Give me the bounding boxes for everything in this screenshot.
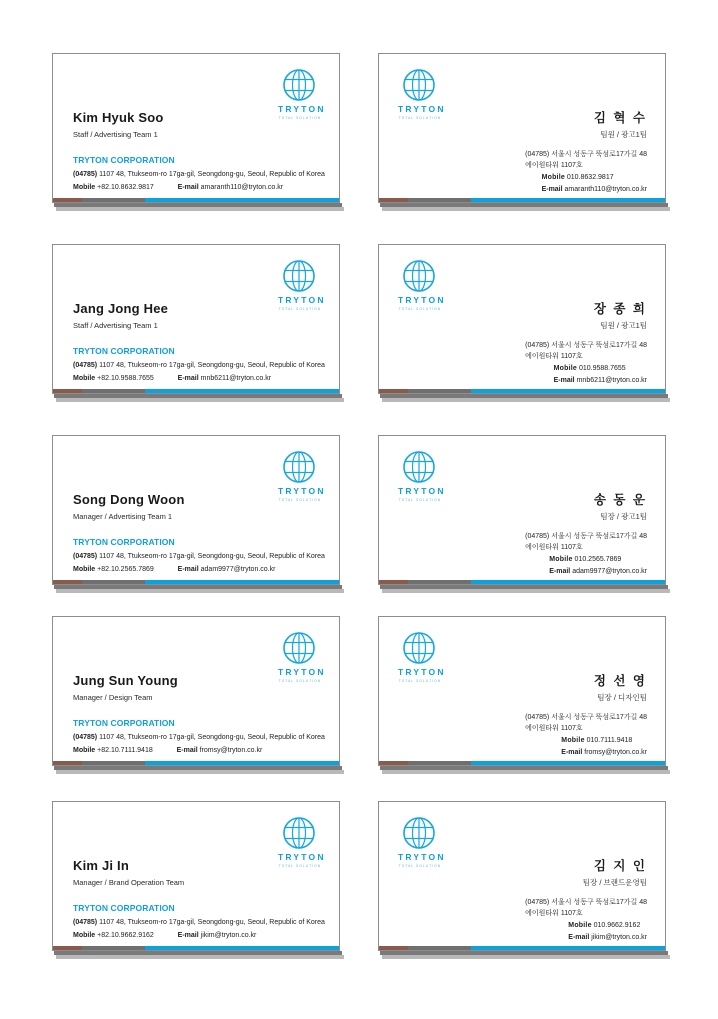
tryton-globe-icon [402, 450, 436, 484]
mobile-label: Mobile [541, 174, 565, 181]
card-name: Kim Hyuk Soo [73, 110, 164, 125]
card-company: TRYTON CORPORATION [73, 903, 175, 913]
email-label: E-mail [177, 184, 199, 191]
tryton-wordmark: TRYTON [398, 852, 446, 862]
card-address-line1: (04785) 서울시 성동구 뚝섬로17가길 48 [525, 899, 647, 906]
business-card-korean [378, 435, 666, 585]
tryton-logo [396, 631, 446, 683]
email-label: E-mail [177, 375, 199, 382]
card-address [525, 340, 647, 362]
email-row [549, 566, 647, 578]
card-shadow-secondary [382, 955, 670, 959]
card-contact [561, 735, 647, 758]
tryton-tagline: TOTAL SOLUTION [398, 115, 442, 120]
card-accent-bar [53, 761, 339, 765]
email-row [542, 184, 647, 196]
email-label: E-mail [177, 932, 199, 939]
business-card-english [52, 435, 340, 585]
email-value: fromsy@tryton.co.kr [584, 748, 647, 756]
card-shadow-secondary [56, 770, 344, 774]
card-address-line1: (04785) 서울시 성동구 뚝섬로17가길 48 [525, 342, 647, 349]
mobile-value: +82.10.9662.9162 [97, 932, 154, 939]
mobile-value: 010.9662.9162 [593, 922, 641, 929]
tryton-globe-icon [402, 68, 436, 102]
mobile-row [568, 920, 647, 932]
card-name: 장 종 희 [593, 302, 647, 316]
card-address-line1: (04785) 서울시 성동구 뚝섬로17가길 48 [525, 714, 647, 721]
tryton-tagline: TOTAL SOLUTION [278, 863, 322, 868]
card-address-line2: 에이원타워 1107호 [525, 725, 583, 732]
card-shadow-secondary [382, 589, 670, 593]
card-contact [568, 920, 647, 943]
tryton-tagline: TOTAL SOLUTION [398, 863, 442, 868]
card-role: Manager / Advertising Team 1 [73, 512, 173, 521]
tryton-wordmark: TRYTON [278, 486, 326, 496]
tryton-globe-icon [282, 816, 316, 850]
tryton-globe-icon [402, 816, 436, 850]
mobile-row [561, 735, 647, 747]
card-role: 팀장 / 디자인팀 [597, 693, 647, 702]
mobile-label: Mobile [73, 375, 96, 382]
card-company: TRYTON CORPORATION [73, 537, 175, 547]
email-label: E-mail [541, 185, 563, 193]
email-label: E-mail [176, 747, 198, 754]
tryton-globe-icon [282, 450, 316, 484]
card-row [52, 53, 666, 205]
tryton-globe-icon [282, 68, 316, 102]
card-address: (04785) 1107 48, Ttukseom-ro 17ga-gil, Seongdong-gu, Seoul, Republic of Korea [73, 919, 325, 926]
card-role: Manager / Brand Operation Team [73, 878, 185, 887]
card-shadow-secondary [382, 770, 670, 774]
card-company: TRYTON CORPORATION [73, 718, 175, 728]
mobile-label: Mobile [568, 922, 592, 929]
tryton-globe-icon [282, 631, 316, 665]
card-contact [73, 932, 256, 939]
card-address [525, 531, 647, 553]
card-contact [542, 172, 647, 195]
tryton-logo [276, 816, 326, 868]
card-shadow-secondary [56, 955, 344, 959]
email-row [561, 747, 647, 759]
card-address-line2: 에이원타워 1107호 [525, 544, 583, 551]
card-shadow-secondary [56, 398, 344, 402]
mobile-value: +82.10.7111.9418 [97, 747, 153, 754]
card-address-line1: (04785) 서울시 성동구 뚝섬로17가길 48 [525, 151, 647, 158]
card-accent-bar [53, 389, 339, 393]
tryton-tagline: TOTAL SOLUTION [398, 497, 442, 502]
card-row [52, 616, 666, 768]
email-label: E-mail [561, 748, 583, 756]
card-row [52, 435, 666, 587]
card-address: (04785) 1107 48, Ttukseom-ro 17ga-gil, Seongdong-gu, Seoul, Republic of Korea [73, 171, 325, 178]
card-accent-bar [379, 389, 665, 393]
card-accent-bar [379, 198, 665, 202]
card-contact [73, 184, 283, 191]
card-name: Jung Sun Young [73, 673, 178, 688]
card-name: 김 혁 수 [593, 111, 647, 125]
email-row [568, 932, 647, 944]
card-contact [73, 375, 271, 382]
email-value: adam9977@tryton.co.kr [200, 566, 276, 573]
card-address [525, 149, 647, 171]
tryton-wordmark: TRYTON [278, 667, 326, 677]
card-role: 팀장 / 광고1팀 [600, 512, 647, 521]
email-value: jikim@tryton.co.kr [200, 932, 257, 939]
card-address: (04785) 1107 48, Ttukseom-ro 17ga-gil, Seongdong-gu, Seoul, Republic of Korea [73, 734, 325, 741]
tryton-wordmark: TRYTON [398, 295, 446, 305]
mobile-label: Mobile [553, 365, 577, 372]
card-name: 정 선 영 [593, 674, 647, 688]
tryton-tagline: TOTAL SOLUTION [278, 115, 322, 120]
email-value: mnb6211@tryton.co.kr [576, 376, 647, 384]
card-name: 김 지 인 [593, 859, 647, 873]
mobile-value: 010.7111.9418 [586, 737, 633, 744]
card-accent-bar [53, 198, 339, 202]
business-card-korean [378, 53, 666, 203]
tryton-tagline: TOTAL SOLUTION [278, 678, 322, 683]
email-value: amaranth110@tryton.co.kr [564, 185, 647, 193]
mobile-value: +82.10.2565.7869 [97, 566, 154, 573]
email-label: E-mail [549, 567, 571, 575]
email-value: amaranth110@tryton.co.kr [200, 184, 284, 191]
mobile-row [554, 363, 647, 375]
mobile-value: 010.9588.7655 [578, 365, 626, 372]
tryton-wordmark: TRYTON [398, 104, 446, 114]
card-address: (04785) 1107 48, Ttukseom-ro 17ga-gil, Seongdong-gu, Seoul, Republic of Korea [73, 362, 325, 369]
card-shadow-secondary [382, 207, 670, 211]
email-label: E-mail [553, 376, 575, 384]
tryton-logo [276, 450, 326, 502]
mobile-label: Mobile [73, 566, 96, 573]
card-contact [549, 554, 647, 577]
tryton-logo [276, 631, 326, 683]
card-address-line1: (04785) 서울시 성동구 뚝섬로17가길 48 [525, 533, 647, 540]
card-address: (04785) 1107 48, Ttukseom-ro 17ga-gil, Seongdong-gu, Seoul, Republic of Korea [73, 553, 325, 560]
mobile-row [549, 554, 647, 566]
tryton-wordmark: TRYTON [278, 295, 326, 305]
card-name: Jang Jong Hee [73, 301, 169, 316]
card-accent-bar [379, 580, 665, 584]
card-row [52, 244, 666, 396]
email-value: jikim@tryton.co.kr [591, 933, 647, 941]
card-row [52, 801, 666, 953]
card-shadow-secondary [56, 589, 344, 593]
tryton-globe-icon [402, 631, 436, 665]
mobile-label: Mobile [561, 737, 585, 744]
card-role: Staff / Advertising Team 1 [73, 321, 158, 330]
email-value: fromsy@tryton.co.kr [199, 747, 263, 754]
card-shadow-secondary [382, 398, 670, 402]
tryton-logo [396, 259, 446, 311]
tryton-tagline: TOTAL SOLUTION [278, 306, 322, 311]
card-role: 팀원 / 광고1팀 [600, 130, 647, 139]
card-role: 팀장 / 브랜드운영팀 [582, 878, 647, 887]
card-contact [73, 747, 262, 754]
tryton-tagline: TOTAL SOLUTION [398, 678, 442, 683]
tryton-logo [396, 816, 446, 868]
mobile-value: +82.10.8632.9817 [97, 184, 154, 191]
card-address [525, 712, 647, 734]
tryton-tagline: TOTAL SOLUTION [278, 497, 322, 502]
card-company: TRYTON CORPORATION [73, 346, 175, 356]
card-address [525, 897, 647, 919]
card-contact [554, 363, 647, 386]
email-value: mnb6211@tryton.co.kr [200, 375, 272, 382]
business-card-english [52, 244, 340, 394]
card-name: 송 동 운 [593, 493, 647, 507]
business-card-korean [378, 801, 666, 951]
card-company: TRYTON CORPORATION [73, 155, 175, 165]
tryton-logo [396, 68, 446, 120]
card-accent-bar [53, 946, 339, 950]
tryton-logo [396, 450, 446, 502]
card-name: Kim Ji In [73, 858, 129, 873]
mobile-label: Mobile [73, 184, 96, 191]
card-accent-bar [53, 580, 339, 584]
card-accent-bar [379, 761, 665, 765]
tryton-tagline: TOTAL SOLUTION [398, 306, 442, 311]
card-role: 팀원 / 광고1팀 [600, 321, 647, 330]
business-card-english [52, 616, 340, 766]
card-address-line2: 에이원타워 1107호 [525, 353, 583, 360]
business-card-english [52, 801, 340, 951]
mobile-label: Mobile [549, 556, 573, 563]
card-shadow-secondary [56, 207, 344, 211]
card-accent-bar [379, 946, 665, 950]
tryton-wordmark: TRYTON [278, 104, 326, 114]
tryton-logo [276, 68, 326, 120]
mobile-row [542, 172, 647, 184]
email-value: adam9977@tryton.co.kr [572, 567, 647, 575]
mobile-value: 010.8632.9817 [566, 174, 614, 181]
email-label: E-mail [177, 566, 199, 573]
mobile-label: Mobile [73, 932, 96, 939]
business-card-english [52, 53, 340, 203]
mobile-value: +82.10.9588.7655 [97, 375, 154, 382]
tryton-globe-icon [282, 259, 316, 293]
card-address-line2: 에이원타워 1107호 [525, 162, 583, 169]
card-contact [73, 566, 275, 573]
tryton-wordmark: TRYTON [398, 486, 446, 496]
card-role: Manager / Design Team [73, 693, 153, 702]
card-role: Staff / Advertising Team 1 [73, 130, 158, 139]
card-address-line2: 에이원타워 1107호 [525, 910, 583, 917]
mobile-label: Mobile [73, 747, 96, 754]
tryton-logo [276, 259, 326, 311]
email-label: E-mail [568, 933, 590, 941]
tryton-wordmark: TRYTON [278, 852, 326, 862]
email-row [554, 375, 647, 387]
business-card-korean [378, 616, 666, 766]
business-card-korean [378, 244, 666, 394]
card-name: Song Dong Woon [73, 492, 185, 507]
tryton-wordmark: TRYTON [398, 667, 446, 677]
mobile-value: 010.2565.7869 [574, 556, 622, 563]
tryton-globe-icon [402, 259, 436, 293]
